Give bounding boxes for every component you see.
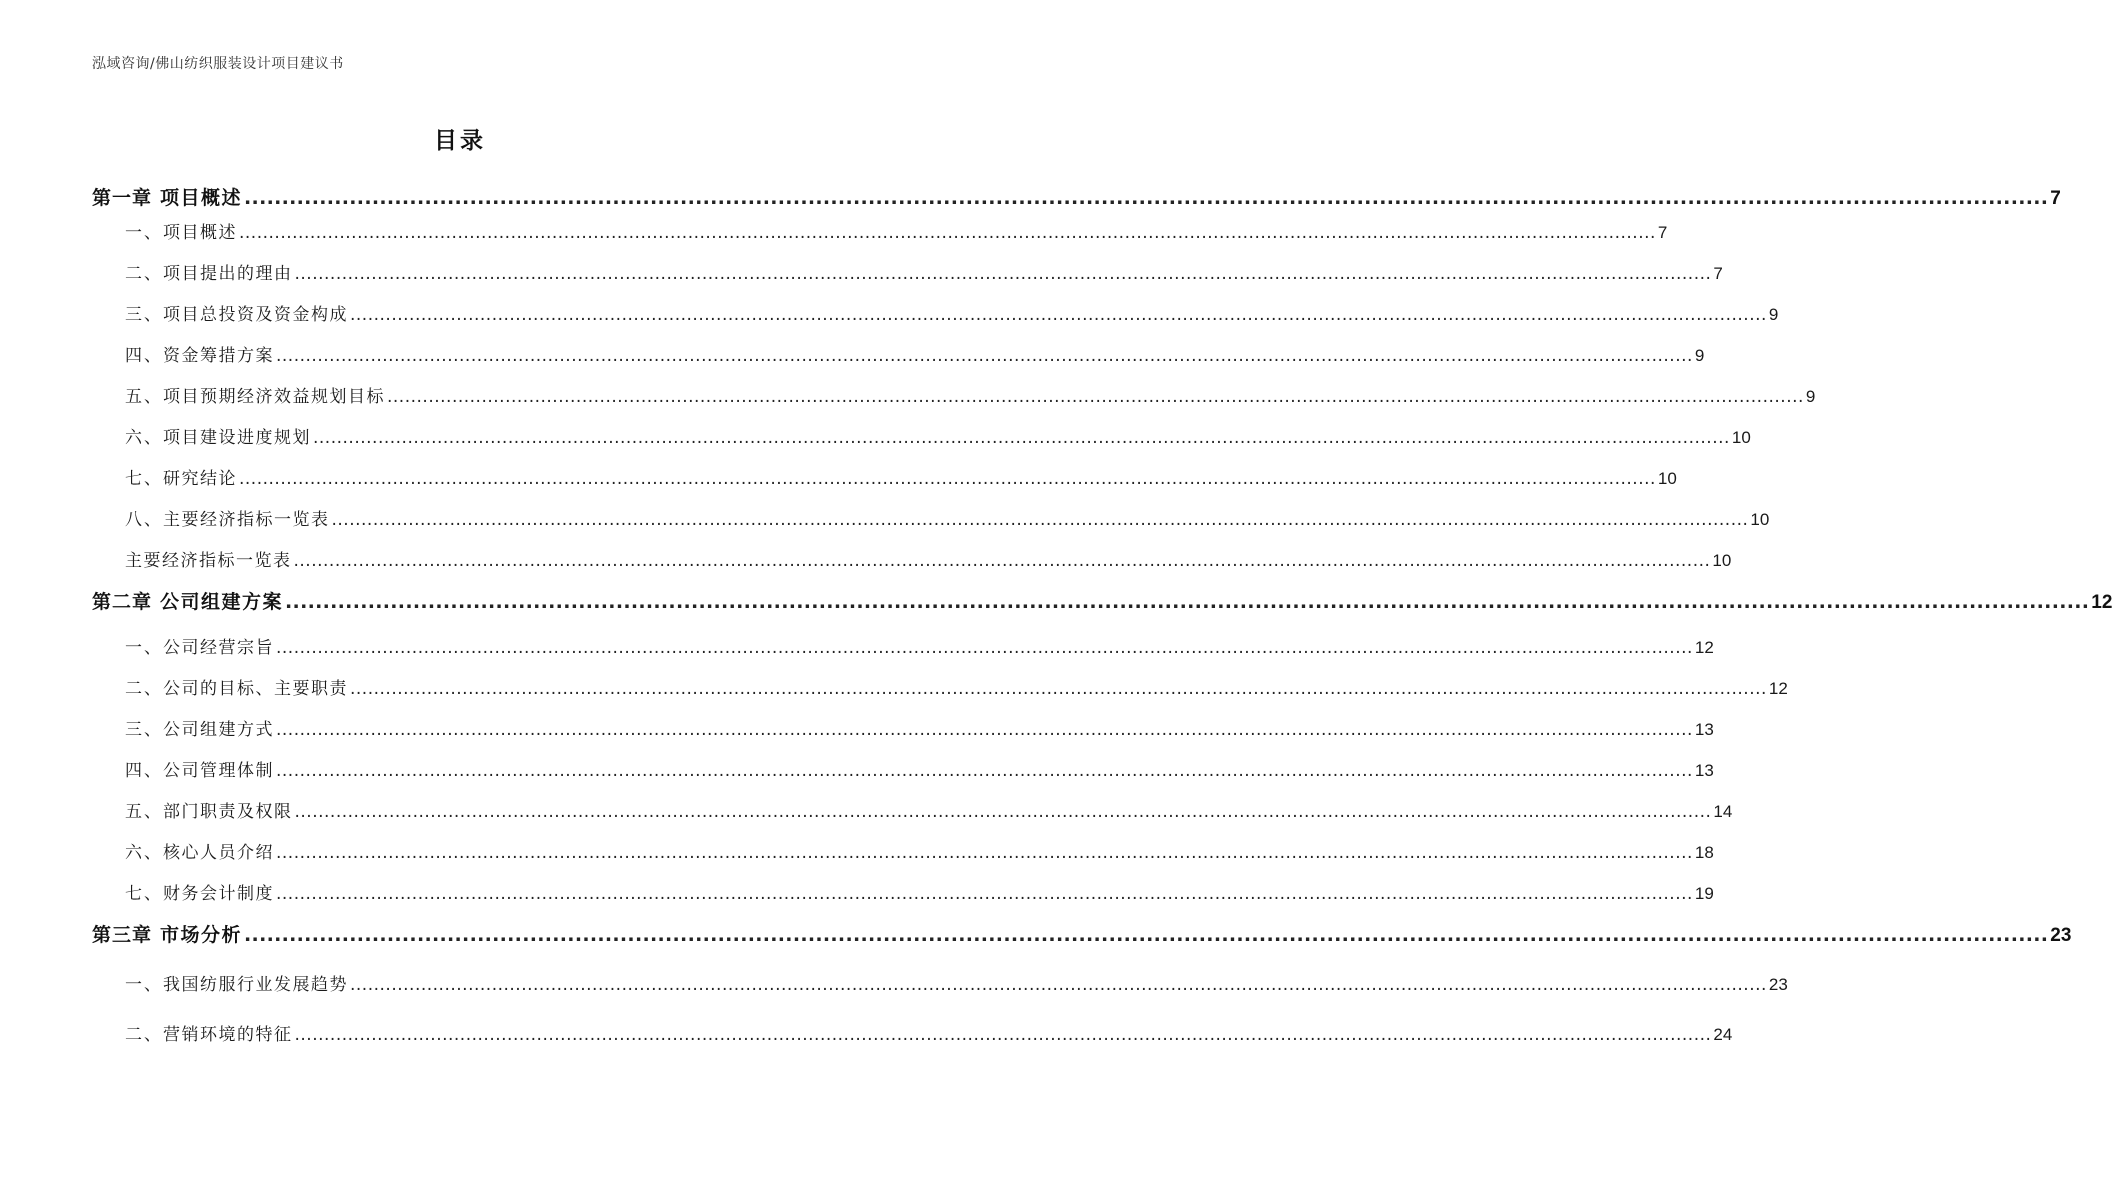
toc-chapter-entry[interactable]: [92, 920, 2072, 947]
toc-page-number: 7: [1713, 264, 1723, 283]
toc-entry-number: 一、: [125, 638, 163, 658]
toc-page-number: 10: [1712, 551, 1732, 570]
toc-leader-dots: ................................................................................................................................................................................................................................................: [276, 346, 1693, 366]
toc-entry-title: 项目提出的理由: [163, 264, 293, 284]
toc-entry-number: 六、: [125, 428, 163, 448]
toc-entry-title: 项目总投资及资金构成: [163, 305, 348, 325]
toc-leader-dots: ................................................................................................................................................................................................................................................: [387, 387, 1804, 407]
toc-page-number: 12: [1768, 679, 1788, 698]
toc-entry-title: 营销环境的特征: [163, 1025, 293, 1045]
toc-entry-title: 主要经济指标一览表: [163, 510, 330, 530]
toc-leader-dots: ................................................................................................................................................................................................................................................: [276, 761, 1693, 781]
toc-entry-number: 五、: [125, 802, 163, 822]
toc-chapter-entry[interactable]: [92, 183, 2061, 210]
toc-leader-dots: ................................................................................................................................................................................................................................................: [350, 305, 1767, 325]
toc-entry-number: 五、: [125, 387, 163, 407]
toc-section-entry[interactable]: [125, 674, 1788, 699]
toc-entry-title: 我国纺服行业发展趋势: [163, 975, 348, 995]
toc-page-number: 10: [1657, 469, 1677, 488]
toc-section-entry[interactable]: [125, 756, 1714, 781]
toc-entry-number: 一、: [125, 223, 163, 243]
toc-section-entry[interactable]: [125, 970, 1788, 995]
toc-entry-title: 公司的目标、主要职责: [163, 679, 348, 699]
running-header: 泓域咨询/佛山纺织服装设计项目建议书: [92, 56, 344, 72]
toc-entry-title: 公司组建方式: [163, 720, 274, 740]
toc-section-entry[interactable]: [125, 259, 1723, 284]
toc-entry-title: 项目建设进度规划: [163, 428, 311, 448]
toc-entry-title: 市场分析: [160, 924, 243, 946]
toc-page-number: 23: [2050, 925, 2072, 946]
toc-entry-number: 第一章: [92, 187, 153, 209]
toc-leader-dots: ................................................................................................................................................................................................................................................: [293, 551, 1711, 571]
toc-page-number: 7: [2050, 188, 2061, 209]
toc-entry-title: 主要经济指标一览表: [125, 551, 292, 571]
toc-entry-number: 七、: [125, 469, 163, 489]
toc-page-number: 9: [1805, 387, 1816, 406]
toc-entry-number: 二、: [125, 264, 163, 284]
toc-leader-dots: ................................................................................................................................................................................................................................................: [276, 638, 1693, 658]
toc-entry-title: 部门职责及权限: [163, 802, 293, 822]
toc-page-number: 9: [1694, 346, 1705, 365]
toc-leader-dots: ................................................................................................................................................................................................................................................: [244, 187, 2049, 209]
toc-entry-title: 公司管理体制: [163, 761, 274, 781]
toc-page-number: 9: [1768, 305, 1779, 324]
toc-leader-dots: ................................................................................................................................................................................................................................................: [350, 975, 1767, 995]
toc-section-entry[interactable]: [125, 423, 1751, 448]
toc-leader-dots: ................................................................................................................................................................................................................................................: [239, 223, 1656, 243]
toc-page-number: 10: [1750, 510, 1770, 529]
toc-page-number: 18: [1694, 843, 1714, 862]
toc-entry-number: 七、: [125, 884, 163, 904]
toc-page-number: 12: [1694, 638, 1714, 657]
toc-leader-dots: ................................................................................................................................................................................................................................................: [285, 591, 2090, 613]
toc-leader-dots: ................................................................................................................................................................................................................................................: [276, 720, 1693, 740]
toc-section-entry[interactable]: [125, 218, 1668, 243]
toc-entry-title: 项目概述: [160, 187, 243, 209]
toc-entry-number: 第三章: [92, 924, 153, 946]
toc-entry-number: 四、: [125, 346, 163, 366]
toc-page-number: 13: [1694, 761, 1714, 780]
toc-entry-number: 第二章: [92, 591, 153, 613]
toc-leader-dots: ................................................................................................................................................................................................................................................: [276, 884, 1693, 904]
toc-title: 目录: [434, 128, 486, 154]
toc-page-number: 12: [2091, 592, 2112, 613]
toc-page-number: 13: [1694, 720, 1714, 739]
toc-page-number: 7: [1657, 223, 1668, 242]
toc-section-entry[interactable]: [125, 1020, 1733, 1045]
toc-entry-title: 项目概述: [163, 223, 237, 243]
toc-section-entry[interactable]: [125, 505, 1770, 530]
toc-page-number: 24: [1713, 1025, 1733, 1044]
toc-entry-title: 财务会计制度: [163, 884, 274, 904]
toc-leader-dots: ................................................................................................................................................................................................................................................: [294, 802, 1712, 822]
toc-entry-number: 二、: [125, 679, 163, 699]
toc-entry-title: 资金筹措方案: [163, 346, 274, 366]
toc-entry-number: 二、: [125, 1025, 163, 1045]
toc-entry-number: 三、: [125, 720, 163, 740]
toc-section-entry[interactable]: [125, 341, 1705, 366]
toc-entry-number: 三、: [125, 305, 163, 325]
toc-leader-dots: ................................................................................................................................................................................................................................................: [331, 510, 1749, 530]
toc-page-number: 10: [1731, 428, 1751, 447]
toc-entry-title: 公司组建方案: [160, 591, 284, 613]
toc-section-entry[interactable]: [125, 715, 1714, 740]
toc-section-entry[interactable]: [125, 633, 1714, 658]
toc-section-entry[interactable]: [125, 879, 1714, 904]
toc-leader-dots: ................................................................................................................................................................................................................................................: [350, 679, 1767, 699]
toc-entry-title: 核心人员介绍: [163, 843, 274, 863]
toc-leader-dots: ................................................................................................................................................................................................................................................: [294, 1025, 1712, 1045]
toc-leader-dots: ................................................................................................................................................................................................................................................: [276, 843, 1693, 863]
toc-entry-number: 四、: [125, 761, 163, 781]
toc-section-entry[interactable]: [125, 546, 1732, 571]
toc-entry-title: 研究结论: [163, 469, 237, 489]
toc-page-number: 14: [1713, 802, 1733, 821]
toc-entry-number: 八、: [125, 510, 163, 530]
toc-section-entry[interactable]: [125, 797, 1733, 822]
toc-entry-number: 一、: [125, 975, 163, 995]
toc-leader-dots: ................................................................................................................................................................................................................................................: [239, 469, 1656, 489]
toc-leader-dots: ................................................................................................................................................................................................................................................: [244, 924, 2049, 946]
toc-entry-title: 公司经营宗旨: [163, 638, 274, 658]
toc-section-entry[interactable]: [125, 382, 1816, 407]
toc-section-entry[interactable]: [125, 838, 1714, 863]
toc-page-number: 19: [1694, 884, 1714, 903]
toc-section-entry[interactable]: [125, 464, 1677, 489]
toc-leader-dots: ................................................................................................................................................................................................................................................: [294, 264, 1712, 284]
toc-section-entry[interactable]: [125, 300, 1779, 325]
toc-entry-title: 项目预期经济效益规划目标: [163, 387, 385, 407]
toc-page-number: 23: [1768, 975, 1788, 994]
toc-chapter-entry[interactable]: [92, 587, 2112, 614]
toc-leader-dots: ................................................................................................................................................................................................................................................: [313, 428, 1730, 448]
toc-entry-number: 六、: [125, 843, 163, 863]
